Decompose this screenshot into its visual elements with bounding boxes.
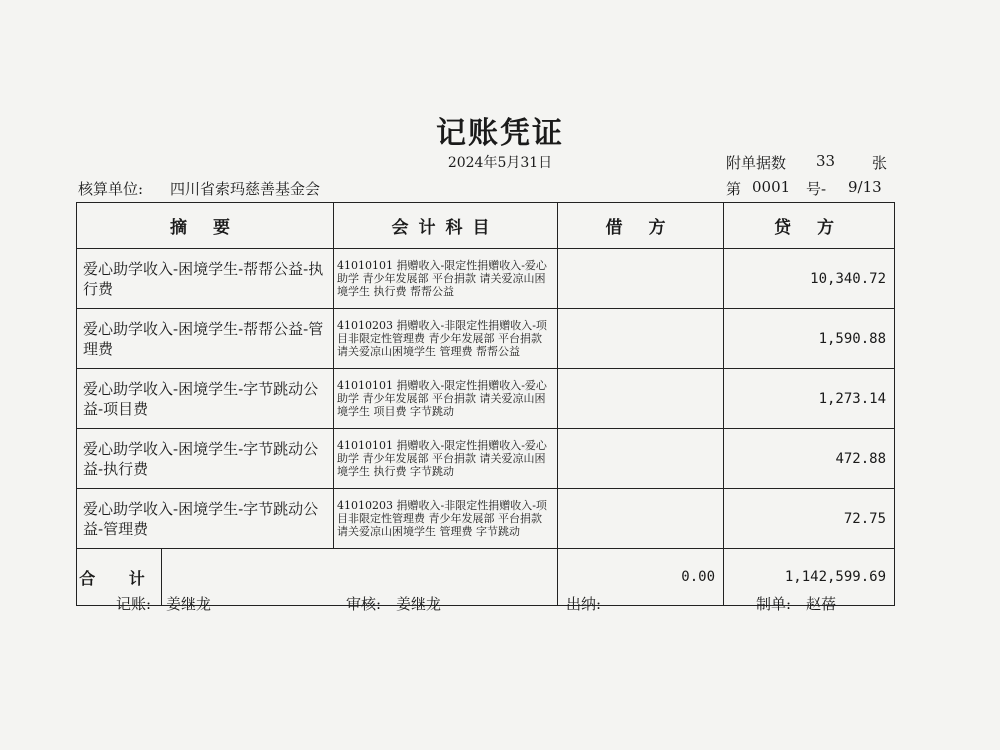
unit-label: 核算单位: <box>78 180 144 198</box>
voucher-no-prefix: 第 <box>726 180 742 198</box>
row-debit <box>558 489 724 549</box>
row-summary: 爱心助学收入-困境学生-字节跳动公益-管理费 <box>77 489 334 549</box>
row-debit <box>558 369 724 429</box>
row-summary: 爱心助学收入-困境学生-帮帮公益-执行费 <box>77 249 334 309</box>
preparer-label: 制单: <box>756 595 792 613</box>
bookkeeper-label: 记账: <box>116 595 152 613</box>
total-credit: 1,142,599.69 <box>724 549 895 606</box>
row-credit: 472.88 <box>724 429 895 489</box>
header-credit: 贷 方 <box>724 203 895 249</box>
row-summary: 爱心助学收入-困境学生-帮帮公益-管理费 <box>77 309 334 369</box>
table-row <box>77 309 895 369</box>
voucher-no: 0001 <box>752 178 791 196</box>
bookkeeper-name: 姜继龙 <box>166 595 212 613</box>
table-header <box>77 203 895 249</box>
row-credit: 1,273.14 <box>724 369 895 429</box>
row-summary: 爱心助学收入-困境学生-字节跳动公益-项目费 <box>77 369 334 429</box>
row-credit: 72.75 <box>724 489 895 549</box>
voucher-no-suffix: 号- <box>806 180 827 198</box>
attachment-unit: 张 <box>872 154 888 172</box>
header-account: 会计科目 <box>334 203 558 249</box>
voucher-page: 9/13 <box>848 178 882 196</box>
unit-name: 四川省索玛慈善基金会 <box>170 180 321 198</box>
row-debit <box>558 309 724 369</box>
row-account: 41010101 捐赠收入-限定性捐赠收入-爱心助学 青少年发展部 平台捐款 请关爱凉山困境学生 执行费 字节跳动 <box>334 429 558 489</box>
attachment-count: 33 <box>816 152 836 170</box>
reviewer-name: 姜继龙 <box>396 595 442 613</box>
total-label: 合 计 <box>77 549 162 606</box>
row-summary: 爱心助学收入-困境学生-字节跳动公益-执行费 <box>77 429 334 489</box>
total-debit: 0.00 <box>558 549 724 606</box>
cashier-label: 出纳: <box>566 595 602 613</box>
preparer-name: 赵蓓 <box>806 595 837 613</box>
table-row <box>77 429 895 489</box>
table-row <box>77 249 895 309</box>
reviewer-label: 审核: <box>346 595 382 613</box>
row-credit: 10,340.72 <box>724 249 895 309</box>
row-account: 41010101 捐赠收入-限定性捐赠收入-爱心助学 青少年发展部 平台捐款 请关爱凉山困境学生 项目费 字节跳动 <box>334 369 558 429</box>
header-debit: 借 方 <box>558 203 724 249</box>
voucher-table <box>76 202 895 606</box>
table-row <box>77 489 895 549</box>
table-row <box>77 369 895 429</box>
row-account: 41010203 捐赠收入-非限定性捐赠收入-项目非限定性管理费 青少年发展部 平台捐款 请关爱凉山困境学生 管理费 字节跳动 <box>334 489 558 549</box>
row-account: 41010203 捐赠收入-非限定性捐赠收入-项目非限定性管理费 青少年发展部 平台捐款 请关爱凉山困境学生 管理费 帮帮公益 <box>334 309 558 369</box>
row-debit <box>558 429 724 489</box>
row-account: 41010101 捐赠收入-限定性捐赠收入-爱心助学 青少年发展部 平台捐款 请关爱凉山困境学生 执行费 帮帮公益 <box>334 249 558 309</box>
voucher-title: 记账凭证 <box>436 116 564 151</box>
voucher-date: 2024年5月31日 <box>447 155 553 171</box>
row-credit: 1,590.88 <box>724 309 895 369</box>
attachment-label: 附单据数 <box>726 154 787 172</box>
row-debit <box>558 249 724 309</box>
header-summary: 摘 要 <box>77 203 334 249</box>
